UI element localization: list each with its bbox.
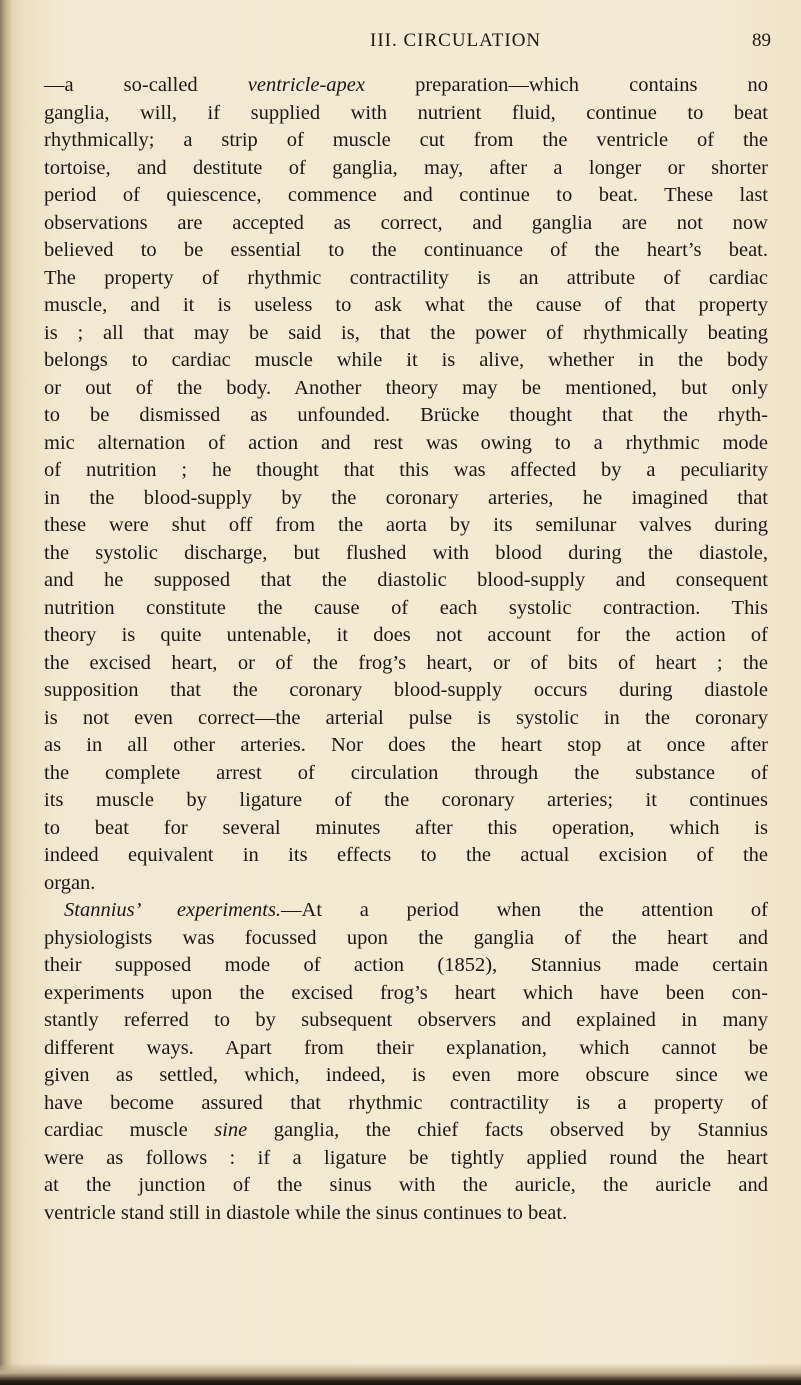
running-head <box>0 30 801 60</box>
text-line: physiologists was focussed upon the ganglia of the heart and <box>44 926 768 949</box>
text-line: the excised heart, or of the frog’s heart, or of bits of heart ; the <box>44 651 768 674</box>
text-line: muscle, and it is useless to ask what the cause of that property <box>44 294 768 316</box>
text-line: theory is quite untenable, it does not account for the action of <box>44 624 768 646</box>
text-line: belongs to cardiac muscle while it is alive, whether in the body <box>44 349 768 371</box>
text-line: at the junction of the sinus with the auricle, the auricle and <box>44 1174 768 1196</box>
page-bottom-edge <box>0 1363 801 1385</box>
text-line: have become assured that rhythmic contractility is a property of <box>44 1091 768 1114</box>
text-line: as in all other arteries. Nor does the heart stop at once after <box>44 734 768 756</box>
text-line: were as follows : if a ligature be tightly applied round the heart <box>44 1146 768 1169</box>
text-line: indeed equivalent in its effects to the actual excision of the <box>44 844 768 866</box>
text-line: of nutrition ; he thought that this was affected by a peculiarity <box>44 459 768 481</box>
text-line: believed to be essential to the continuance of the heart’s beat. <box>44 239 768 261</box>
text-line: to beat for several minutes after this operation, which is <box>44 816 768 839</box>
text-line: rhythmically; a strip of muscle cut from the ventricle of the <box>44 129 768 151</box>
text-line: its muscle by ligature of the coronary arteries; it continues <box>44 789 768 811</box>
text-line: different ways. Apart from their explanation, which cannot be <box>44 1036 768 1059</box>
text-line: supposition that the coronary blood-supply occurs during diastole <box>44 679 768 701</box>
chapter-title: III. CIRCULATION <box>370 30 542 51</box>
text-line: to be dismissed as unfounded. Brücke thought that the rhyth- <box>44 404 768 426</box>
text-line: given as settled, which, indeed, is even more obscure since we <box>44 1064 768 1086</box>
text-line: The property of rhythmic contractility is an attribute of cardiac <box>44 266 768 289</box>
text-line: organ. <box>44 871 96 894</box>
text-line: ventricle stand still in diastole while the sinus continues to beat. <box>44 1201 568 1224</box>
text-line: observations are accepted as correct, and ganglia are not now <box>44 211 768 234</box>
text-line: the complete arrest of circulation through the substance of <box>44 761 768 784</box>
text-line: and he supposed that the diastolic blood-supply and consequent <box>44 569 768 591</box>
text-line: is ; all that may be said is, that the power of rhythmically beating <box>44 321 768 344</box>
text-line: mic alternation of action and rest was owing to a rhythmic mode <box>44 431 768 454</box>
text-line: stantly referred to by subsequent observers and explained in many <box>44 1009 768 1031</box>
section-heading: Stannius’ experiments. <box>64 899 282 921</box>
page-gutter-shadow <box>0 0 12 1385</box>
text-line: period of quiescence, commence and continue to beat. These last <box>44 184 768 206</box>
text-line: in the blood-supply by the coronary arteries, he imagined that <box>44 486 768 509</box>
text-line: —a so-called ventricle-apex preparation—which contains no <box>44 74 769 96</box>
text-line: their supposed mode of action (1852), Stannius made certain <box>44 954 768 976</box>
text-line: these were shut off from the aorta by its semilunar valves during <box>44 514 768 536</box>
text-line: tortoise, and destitute of ganglia, may, after a longer or shorter <box>44 156 768 179</box>
text-line: experiments upon the excised frog’s heart which have been con- <box>44 981 768 1004</box>
text-line: or out of the body. Another theory may be mentioned, but only <box>44 376 768 399</box>
text-line: cardiac muscle sine ganglia, the chief facts observed by Stannius <box>44 1119 768 1141</box>
text-line: nutrition constitute the cause of each systolic contraction. This <box>44 596 768 619</box>
text-line: ganglia, will, if supplied with nutrient fluid, continue to beat <box>44 101 768 124</box>
page-number: 89 <box>752 30 771 51</box>
text-line: Stannius’ experiments.—At a period when the attention of <box>64 899 768 921</box>
body-text <box>44 72 768 1227</box>
text-line: the systolic discharge, but flushed with blood during the diastole, <box>44 541 768 564</box>
text-line: is not even correct—the arterial pulse is systolic in the coronary <box>44 706 768 729</box>
